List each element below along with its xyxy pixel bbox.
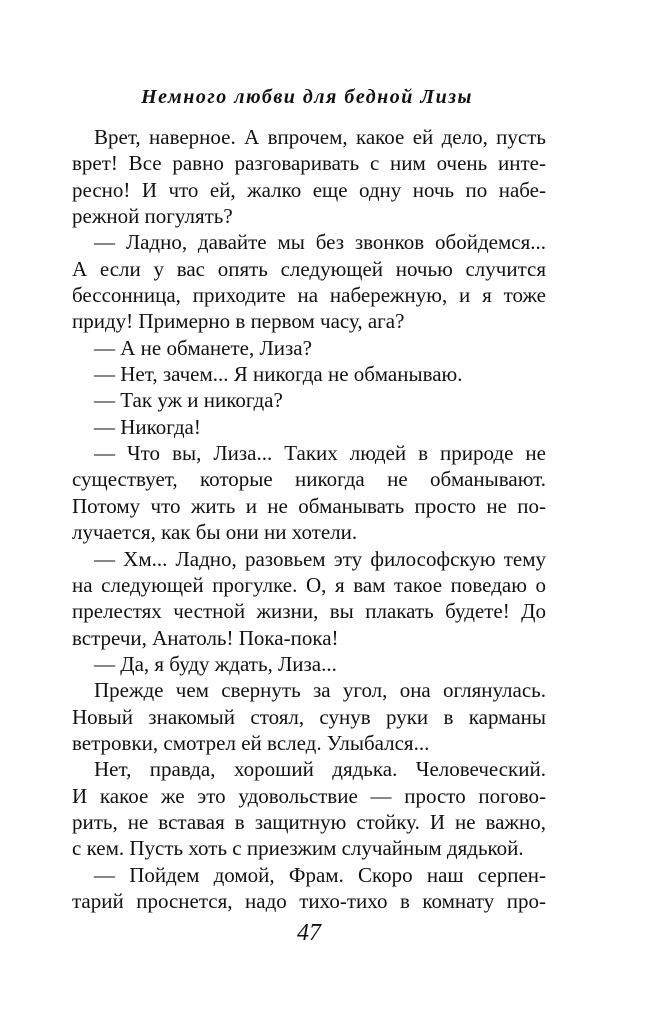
- text-line: приду! Примерно в первом часу, ага?: [72, 309, 405, 334]
- text-line: прелестях честной жизни, вы плакать будете! До: [72, 599, 546, 624]
- text-line: ветровки, смотрел ей вслед. Улыбался...: [72, 730, 430, 755]
- paragraph: [72, 414, 546, 440]
- text-line: Прежде чем свернуть за угол, она оглянулась.: [94, 678, 546, 703]
- text-line: А если у вас опять следующей ночью случится: [72, 256, 546, 281]
- text-line: Новый знакомый стоял, сунув руки в карманы: [72, 704, 546, 729]
- body-text: [72, 124, 546, 914]
- paragraph: [72, 862, 546, 915]
- text-line: режной погулять?: [72, 204, 233, 229]
- text-line: — Никогда!: [94, 414, 201, 439]
- paragraph: [72, 361, 546, 387]
- paragraph: [72, 651, 546, 677]
- text-line: — Пойдем домой, Фрам. Скоро наш серпен-: [94, 862, 546, 887]
- text-line: И какое же это удовольствие — просто погово-: [72, 783, 546, 808]
- text-line: Врет, наверное. А впрочем, какое ей дело, пусть: [94, 125, 546, 149]
- paragraph: [72, 335, 546, 361]
- text-line: бессонница, приходите на набережную, и я тоже: [72, 283, 546, 308]
- text-line: Нет, правда, хороший дядька. Человеческий.: [94, 757, 546, 782]
- text-line: ресно! И что ей, жалко еще одну ночь по набе-: [72, 177, 546, 202]
- text-line: встречи, Анатоль! Пока-пока!: [72, 625, 339, 650]
- paragraph: [72, 387, 546, 413]
- running-head: Немного любви для бедной Лизы: [141, 86, 473, 108]
- text-line: тарий проснется, надо тихо-тихо в комнату про-: [72, 888, 546, 913]
- text-line: с кем. Пусть хоть с приезжим случайным дядькой.: [72, 836, 524, 861]
- paragraph: [72, 440, 546, 545]
- text-line: лучается, как бы они ни хотели.: [72, 520, 358, 545]
- paragraph: [72, 677, 546, 756]
- text-line: — А не обманете, Лиза?: [94, 335, 312, 360]
- text-line: — Да, я буду ждать, Лиза...: [94, 651, 337, 676]
- paragraph: [72, 229, 546, 334]
- text-line: — Хм... Ладно, разовьем эту философскую тему: [94, 546, 546, 571]
- paragraph: [72, 756, 546, 861]
- page-number: 47: [297, 920, 321, 946]
- text-line: рить, не вставая в защитную стойку. И не важно,: [72, 809, 546, 834]
- text-line: — Так уж и никогда?: [94, 388, 283, 413]
- paragraph: [72, 546, 546, 651]
- text-line: существует, которые никогда не обманывают.: [72, 467, 546, 492]
- text-line: на следующей прогулке. О, я вам такое поведаю о: [72, 572, 546, 597]
- text-line: — Что вы, Лиза... Таких людей в природе не: [94, 441, 546, 466]
- text-line: врет! Все равно разговаривать с ним очень инте-: [72, 151, 546, 176]
- text-line: Потому что жить и не обманывать просто не по-: [72, 493, 546, 518]
- text-line: — Нет, зачем... Я никогда не обманываю.: [94, 362, 463, 387]
- paragraph: [72, 124, 546, 229]
- text-line: — Ладно, давайте мы без звонков обойдемся...: [94, 230, 546, 255]
